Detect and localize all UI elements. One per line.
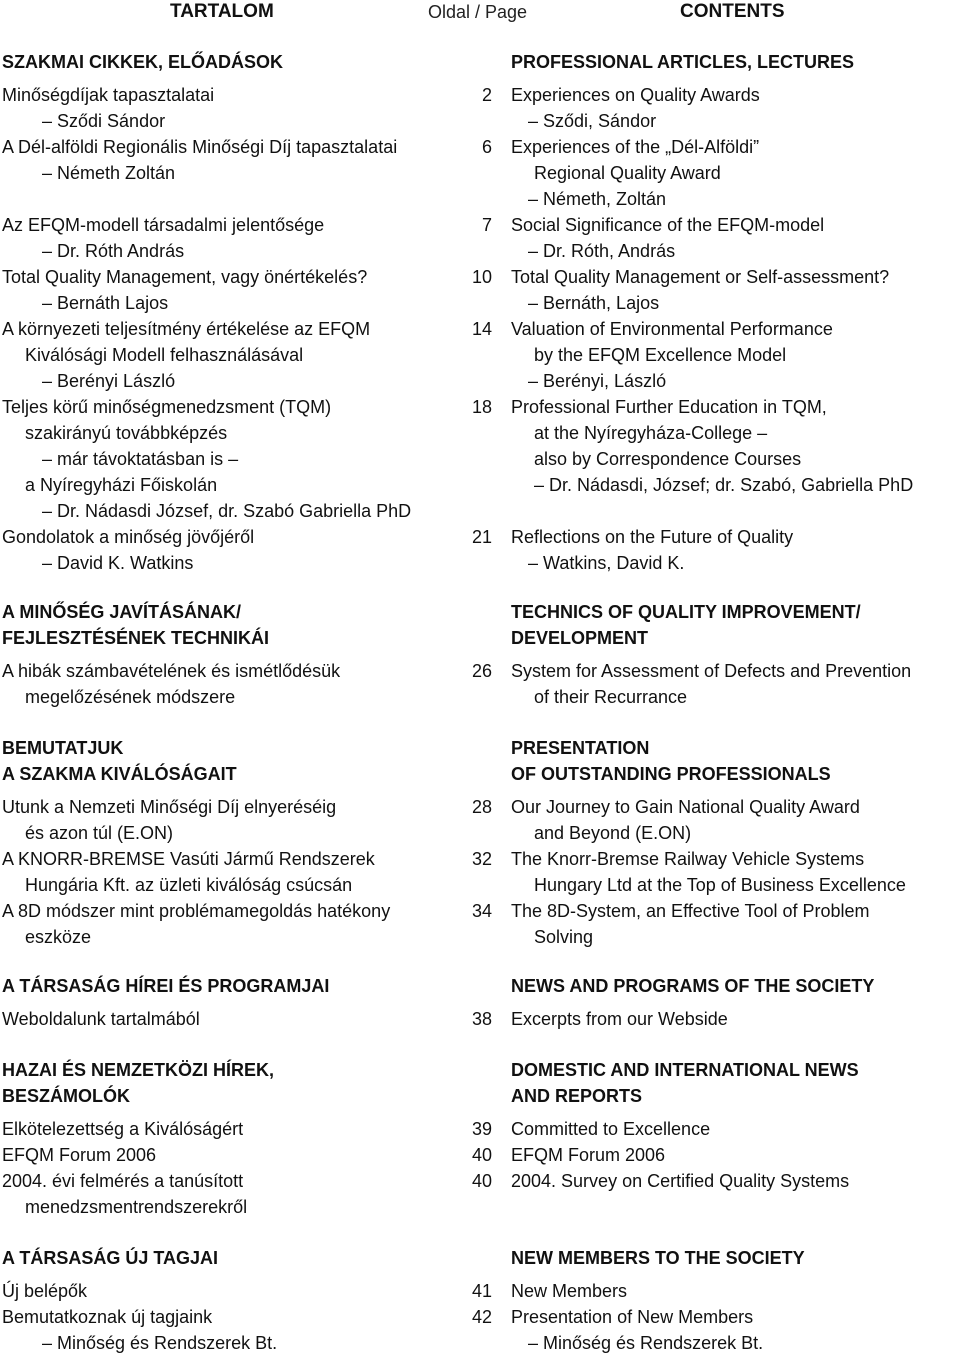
page-number: 14 (471, 319, 492, 339)
section-title-hu: A TÁRSASÁG ÚJ TAGJAI (2, 1248, 219, 1268)
header-tartalom: TARTALOM (170, 1, 274, 22)
entry-line-en: – Minőség és Rendszerek Bt. (528, 1333, 764, 1353)
page-number: 32 (471, 849, 492, 869)
page-number: 40 (471, 1145, 492, 1165)
entry-line-hu: – Sződi Sándor (42, 111, 166, 131)
entry-title-hu: A 8D módszer mint problémamegoldás hatékony (2, 901, 391, 921)
entry-title-en: Experiences on Quality Awards (511, 85, 760, 105)
section-title-en: DOMESTIC AND INTERNATIONAL NEWS (511, 1060, 859, 1080)
entry-line-en: – Bernáth, Lajos (528, 293, 660, 313)
header-page-label: Oldal / Page (428, 2, 528, 22)
entry-title-en: Valuation of Environmental Performance (511, 319, 833, 339)
section-title-en: TECHNICS OF QUALITY IMPROVEMENT/ (511, 602, 861, 622)
entry-title-hu: Minőségdíjak tapasztalatai (2, 85, 215, 105)
section-title-en: PROFESSIONAL ARTICLES, LECTURES (511, 52, 855, 72)
entry-title-en: New Members (511, 1281, 628, 1301)
entry-line-en: Regional Quality Award (534, 163, 721, 183)
page-number: 7 (481, 215, 492, 235)
page-number: 42 (471, 1307, 492, 1327)
entry-line-en: and Beyond (E.ON) (534, 823, 692, 843)
entry-line-hu: – Minőség és Rendszerek Bt. (42, 1333, 278, 1353)
entry-title-hu: Utunk a Nemzeti Minőségi Díj elnyeréséig (2, 797, 337, 817)
section-title-hu: SZAKMAI CIKKEK, ELŐADÁSOK (2, 52, 284, 72)
section-title-hu: A SZAKMA KIVÁLÓSÁGAIT (2, 764, 237, 784)
section-title-hu: HAZAI ÉS NEMZETKÖZI HÍREK, (2, 1060, 275, 1080)
entry-line-en: Solving (534, 927, 594, 947)
page-number: 18 (471, 397, 492, 417)
entry-line-en: at the Nyíregyháza-College – (534, 423, 768, 443)
entry-title-hu: 2004. évi felmérés a tanúsított (2, 1171, 244, 1191)
page-number: 2 (481, 85, 492, 105)
entry-line-hu: megelőzésének módszere (25, 687, 236, 707)
section-title-hu: BEMUTATJUK (2, 738, 124, 758)
entry-title-en: Reflections on the Future of Quality (511, 527, 794, 547)
section-title-en: OF OUTSTANDING PROFESSIONALS (511, 764, 831, 784)
page-number: 10 (471, 267, 492, 287)
entry-title-hu: Gondolatok a minőség jövőjéről (2, 527, 255, 547)
entry-line-en: Hungary Ltd at the Top of Business Excellence (534, 875, 906, 895)
page-number: 6 (481, 137, 492, 157)
entry-title-hu: A hibák számbavételének és ismétlődésük (2, 661, 341, 681)
entry-line-en: by the EFQM Excellence Model (534, 345, 787, 365)
entry-title-hu: Bemutatkoznak új tagjaink (2, 1307, 213, 1327)
section-title-hu: BESZÁMOLÓK (2, 1086, 130, 1106)
page-number: 38 (471, 1009, 492, 1029)
section-title-en: PRESENTATION (511, 738, 650, 758)
entry-line-en: – Németh, Zoltán (528, 189, 667, 209)
entry-title-en: Excerpts from our Webside (511, 1009, 728, 1029)
section-title-en: NEWS AND PROGRAMS OF THE SOCIETY (511, 976, 875, 996)
entry-title-en: Social Significance of the EFQM-model (511, 215, 825, 235)
entry-line-hu: a Nyíregyházi Főiskolán (25, 475, 218, 495)
entry-title-en: 2004. Survey on Certified Quality Systems (511, 1171, 850, 1191)
entry-title-hu: Total Quality Management, vagy önértékelés? (2, 267, 368, 287)
entry-line-hu: – Németh Zoltán (42, 163, 176, 183)
section-title-hu: A MINŐSÉG JAVÍTÁSÁNAK/ (2, 602, 242, 622)
entry-line-hu: Kiválósági Modell felhasználásával (25, 345, 304, 365)
page-number: 41 (471, 1281, 492, 1301)
entry-title-hu: Az EFQM-modell társadalmi jelentősége (2, 215, 325, 235)
page-number: 39 (471, 1119, 492, 1139)
section-title-en: DEVELOPMENT (511, 628, 649, 648)
entry-line-en: – Sződi, Sándor (528, 111, 657, 131)
entry-line-hu: – Dr. Nádasdi József, dr. Szabó Gabriella PhD (42, 501, 412, 521)
header-contents: CONTENTS (680, 1, 785, 22)
entry-line-hu: Hungária Kft. az üzleti kiválóság csúcsán (25, 875, 353, 895)
entry-line-hu: és azon túl (E.ON) (25, 823, 174, 843)
section-title-hu: A TÁRSASÁG HÍREI ÉS PROGRAMJAI (2, 976, 330, 996)
entry-line-hu: – Berényi László (42, 371, 176, 391)
entry-title-en: The 8D-System, an Effective Tool of Problem (511, 901, 870, 921)
section-title-en: AND REPORTS (511, 1086, 643, 1106)
entry-title-hu: A Dél-alföldi Regionális Minőségi Díj tapasztalatai (2, 137, 398, 157)
entry-title-en: Professional Further Education in TQM, (511, 397, 827, 417)
page-number: 21 (471, 527, 492, 547)
entry-title-en: System for Assessment of Defects and Prevention (511, 661, 912, 681)
page-number: 40 (471, 1171, 492, 1191)
entry-line-hu: menedzsmentrendszerekről (25, 1197, 248, 1217)
page-number: 34 (471, 901, 492, 921)
entry-line-en: of their Recurrance (534, 687, 688, 707)
entry-line-hu: – már távoktatásban is – (42, 449, 239, 469)
entry-title-en: Presentation of New Members (511, 1307, 754, 1327)
entry-title-en: Experiences of the „Dél-Alföldi” (511, 137, 760, 157)
entry-line-en: – Watkins, David K. (528, 553, 685, 573)
entry-line-en: – Dr. Nádasdi, József; dr. Szabó, Gabriella PhD (534, 475, 914, 495)
section-title-hu: FEJLESZTÉSÉNEK TECHNIKÁI (2, 628, 270, 648)
entry-title-en: The Knorr-Bremse Railway Vehicle Systems (511, 849, 865, 869)
entry-title-en: Our Journey to Gain National Quality Award (511, 797, 860, 817)
entry-line-en: also by Correspondence Courses (534, 449, 802, 469)
entry-title-en: Total Quality Management or Self-assessment? (511, 267, 890, 287)
entry-title-hu: Weboldalunk tartalmából (2, 1009, 200, 1029)
entry-title-hu: A KNORR-BREMSE Vasúti Jármű Rendszerek (2, 849, 375, 869)
page-number: 26 (471, 661, 492, 681)
entry-line-hu: – Bernáth Lajos (42, 293, 169, 313)
entry-line-hu: – David K. Watkins (42, 553, 194, 573)
entry-line-hu: szakirányú továbbképzés (25, 423, 228, 443)
entry-title-hu: Teljes körű minőségmenedzsment (TQM) (2, 397, 332, 417)
entry-line-en: – Dr. Róth, András (528, 241, 676, 261)
entry-title-hu: EFQM Forum 2006 (2, 1145, 157, 1165)
entry-title-en: Committed to Excellence (511, 1119, 711, 1139)
entry-title-hu: Új belépők (2, 1281, 88, 1301)
entry-line-hu: – Dr. Róth András (42, 241, 185, 261)
section-title-en: NEW MEMBERS TO THE SOCIETY (511, 1248, 805, 1268)
entry-title-hu: Elkötelezettség a Kiválóságért (2, 1119, 244, 1139)
entry-line-hu: eszköze (25, 927, 92, 947)
entry-title-hu: A környezeti teljesítmény értékelése az EFQM (2, 319, 371, 339)
entry-title-en: EFQM Forum 2006 (511, 1145, 666, 1165)
entry-line-en: – Berényi, László (528, 371, 667, 391)
page-number: 28 (471, 797, 492, 817)
